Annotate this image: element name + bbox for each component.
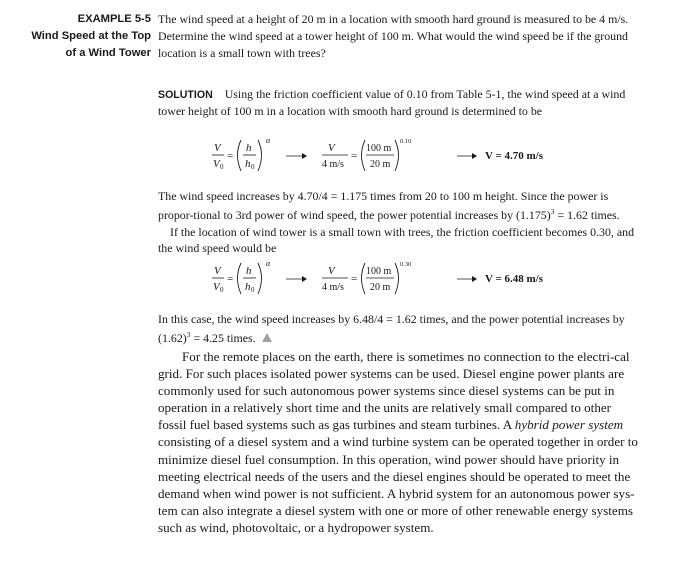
eq2-h0-sub: 0: [251, 286, 255, 294]
example-problem: The wind speed at a height of 20 m in a location with smooth hard ground is measured to be 4 m/s. Determine the wind speed at a tower height of 100 m. What would the wind speed be if the ground location is a small town with trees?: [158, 12, 629, 60]
eq1-eq-a: =: [227, 150, 234, 162]
equation-2-graphic: [210, 256, 650, 302]
solution-label: SOLUTION: [158, 89, 213, 101]
eq1-v0: V: [213, 158, 220, 170]
equation-1: [210, 133, 650, 179]
solution-intro: [158, 86, 640, 120]
solution-middle-text-a: The wind speed increases by 4.70/4 = 1.175 times from 20 to 100 m height. Since the power is propor-tional to 3rd power of wind speed, the power potential increases by (1.175): [158, 189, 609, 223]
eq2-h: h: [246, 265, 252, 277]
eq2-speed: 4 m/s: [322, 282, 344, 293]
body-emphasis: hybrid power system: [514, 417, 624, 433]
eq2-v: V: [214, 265, 221, 277]
eq1-h0-val: 20 m: [370, 159, 391, 170]
eq2-exponent: 0.30: [400, 261, 412, 268]
eq1-v-b: V: [328, 142, 335, 154]
solution-conclusion-text-a: In this case, the wind speed increases by 6.48/4 = 1.62 times, and the power potential increases by (1.62): [158, 312, 625, 346]
solution-middle: [158, 188, 640, 256]
eq2-h0: h: [245, 281, 251, 293]
cube-exponent-2: 3: [186, 330, 191, 340]
eq2-alpha: α: [266, 259, 271, 268]
solution-middle-text-b: = 1.62 times.: [554, 208, 620, 223]
example-label: [0, 11, 151, 62]
equation-1-graphic: [210, 133, 650, 179]
solution-conclusion-text-b: = 4.25 times.: [190, 331, 256, 346]
eq2-h-val: 100 m: [366, 266, 392, 277]
eq2-eq-b: =: [351, 273, 358, 285]
eq1-alpha: α: [266, 136, 271, 145]
eq2-eq-a: =: [227, 273, 234, 285]
eq1-result: V = 4.70 m/s: [485, 150, 544, 162]
eq1-v0-sub: 0: [220, 163, 224, 171]
eq1-speed: 4 m/s: [322, 159, 344, 170]
solution-middle-text-2: If the location of wind tower is a small town with trees, the friction coefficient becomes 0.30, and the wind speed would be: [158, 224, 635, 255]
example-title-line1: Wind Speed at the Top: [31, 30, 151, 42]
eq2-h0-val: 20 m: [370, 282, 391, 293]
cube-exponent-1: 3: [550, 207, 555, 217]
eq2-v-b: V: [328, 265, 335, 277]
body-paragraph: [158, 348, 640, 536]
body-text-a: For the remote places on the earth, there is sometimes no connection to the electri-cal grid. For such places isolated power systems can be used. Diesel engine power plants are commonly used for such autonomous power systems since diesel systems can be put in operation in a relatively short time and the units are relatively small compared to other fossil fuel based systems such as gas turbines and steam turbines. A: [158, 349, 630, 433]
eq2-v0: V: [213, 281, 220, 293]
eq1-h-val: 100 m: [366, 143, 392, 154]
solution-intro-text: Using the friction coefficient value of 0.10 from Table 5-1, the wind speed at a wind tower height of 100 m in a location with smooth hard ground is determined to be: [158, 87, 626, 119]
solution-conclusion: [158, 311, 640, 347]
eq2-v0-sub: 0: [220, 286, 224, 294]
eq1-exponent: 0.10: [400, 138, 412, 145]
eq1-h0-sub: 0: [251, 163, 255, 171]
eq1-h0: h: [245, 158, 251, 170]
eq1-eq-b: =: [351, 150, 358, 162]
example-number: EXAMPLE 5-5: [77, 13, 151, 25]
equation-2: [210, 256, 650, 302]
end-of-example-triangle-icon: [262, 333, 272, 342]
eq2-result: V = 6.48 m/s: [485, 273, 544, 285]
body-text-b: consisting of a diesel system and a wind turbine system can be operated together in order to minimize diesel fuel consumption. In this operation, wind power should have priority in meeting electrical needs of the users and the diesel engines should be operated to meet the demand when wind power is not sufficient. A hybrid system for an autonomous power sys-tem can also integrate a diesel system with one or more of other renewable energy systems such as wind, photovoltaic, or a hydropower system.: [158, 434, 638, 535]
eq1-v: V: [214, 142, 221, 154]
eq1-h: h: [246, 142, 252, 154]
example-title-line2: of a Wind Tower: [65, 47, 151, 59]
